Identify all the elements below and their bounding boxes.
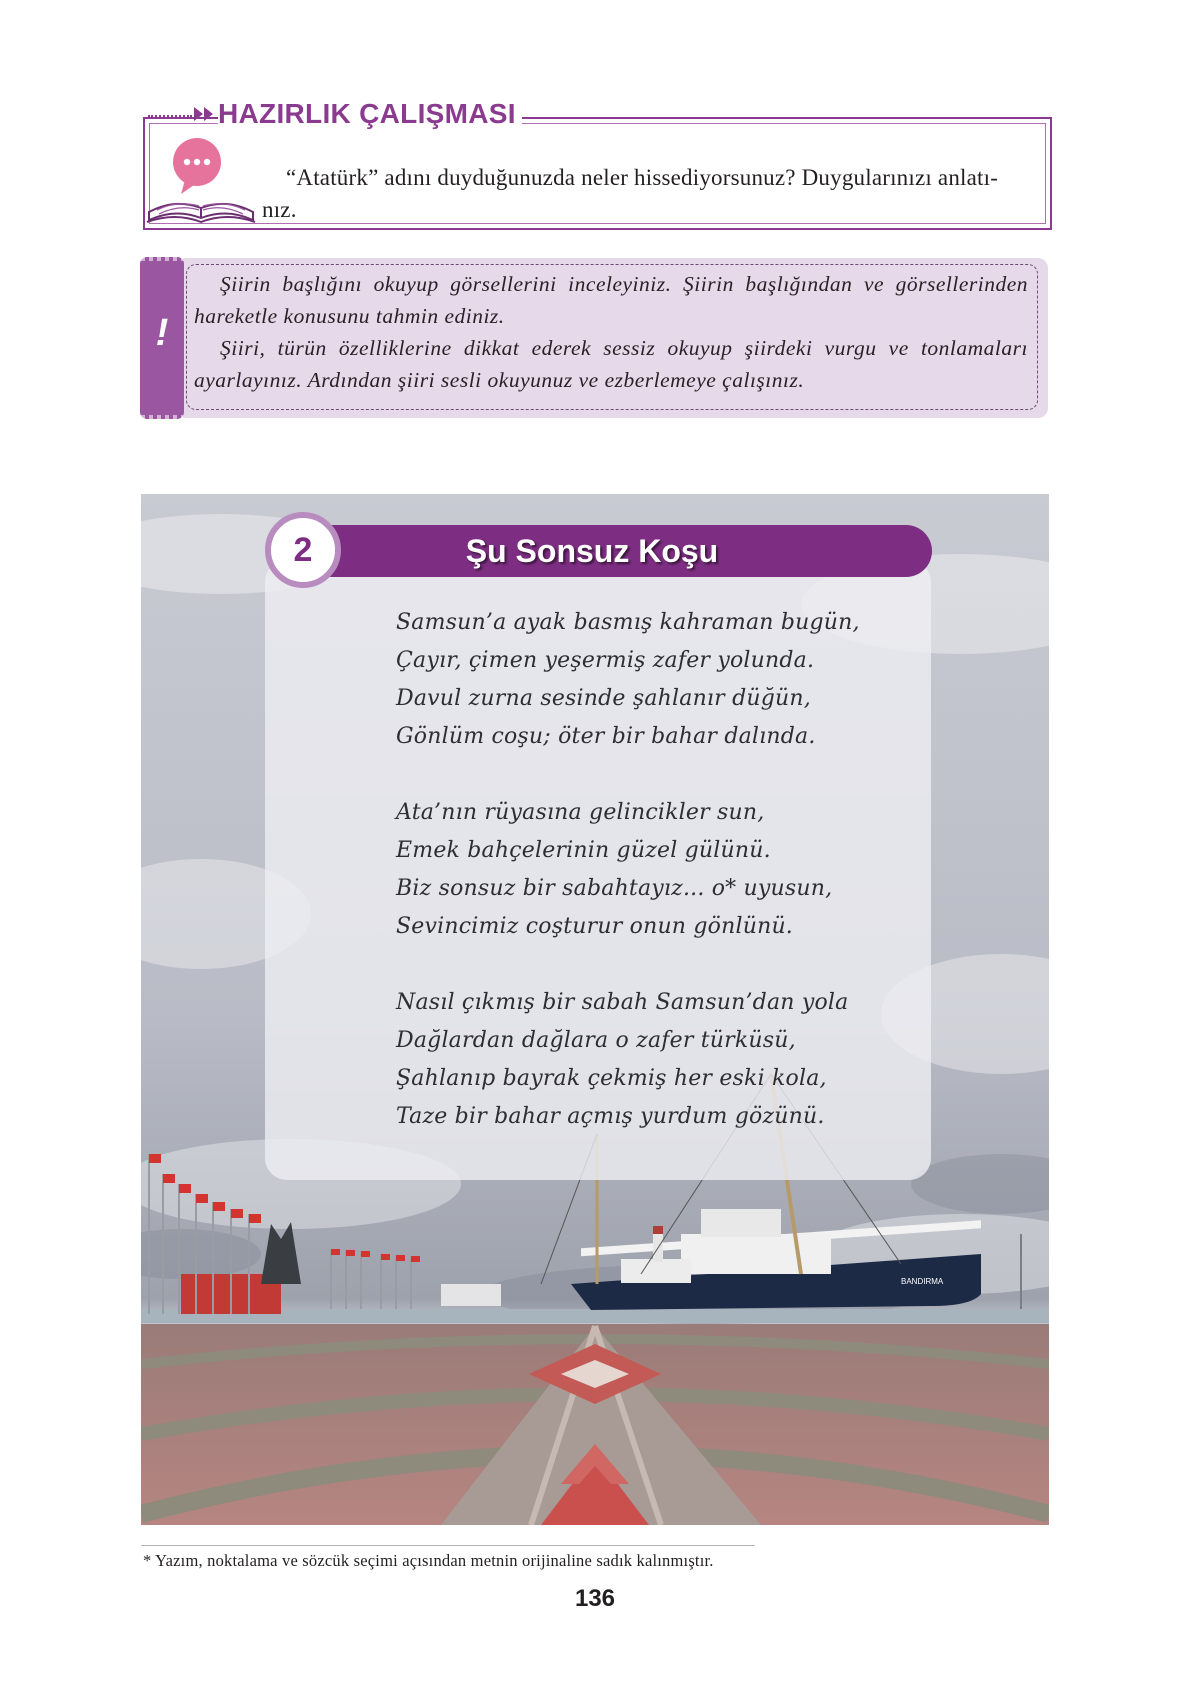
poem-verse: Taze bir bahar açmış yurdum gözünü. bbox=[396, 1104, 825, 1129]
instruction-paragraph-2: Şiiri, türün özelliklerine dikkat ederek sessiz okuyup şiirdeki vurgu ve tonlamaları ayarlayınız. Ardından şiiri sesli okuyunuz ve ezberlemeye çalışınız. bbox=[194, 336, 1028, 392]
poem-verse: Gönlüm coşu; öter bir bahar dalında. bbox=[396, 724, 816, 749]
poem-number-badge: 2 bbox=[265, 512, 341, 588]
poem-stanza-1 bbox=[396, 604, 916, 756]
preparation-title: HAZIRLIK ÇALIŞMASI bbox=[218, 98, 522, 130]
poem-verse: Biz sonsuz bir sabahtayız... o* uyusun, bbox=[396, 876, 833, 901]
ship-name-label: BANDIRMA bbox=[901, 1277, 944, 1286]
poem-verse: Dağlardan dağlara o zafer türküsü, bbox=[396, 1028, 796, 1053]
poem-stanza-2 bbox=[396, 794, 916, 946]
poem-text bbox=[396, 604, 916, 1174]
poem-stanza-3 bbox=[396, 984, 916, 1136]
poem-verse: Samsun’a ayak basmış kahraman bugün, bbox=[396, 610, 860, 635]
poem-verse: Sevincimiz coşturur onun gönlünü. bbox=[396, 914, 794, 939]
poem-verse: Nasıl çıkmış bir sabah Samsun’dan yola bbox=[396, 990, 849, 1015]
instruction-text bbox=[194, 268, 1028, 396]
exclamation-icon: ! bbox=[155, 312, 169, 354]
dotted-leader bbox=[148, 115, 192, 117]
speech-bubble-book-icon bbox=[145, 136, 257, 228]
preparation-question-line-2: nız. bbox=[262, 197, 297, 222]
preparation-question bbox=[262, 162, 1032, 226]
preparation-heading bbox=[148, 98, 522, 130]
poem-title: Şu Sonsuz Koşu bbox=[465, 533, 719, 569]
poem-verse: Şahlanıp bayrak çekmiş her eski kola, bbox=[396, 1066, 827, 1091]
poem-verse: Ata’nın rüyasına gelincikler sun, bbox=[396, 800, 765, 825]
preparation-question-line-1: “Atatürk” adını duyduğunuzda neler hissediyorsunuz? Duygularınızı anlatı- bbox=[286, 165, 999, 190]
footnote: * Yazım, noktalama ve sözcük seçimi açısından metnin orijinaline sadık kalınmıştır. bbox=[143, 1551, 714, 1570]
double-arrow-icon bbox=[194, 107, 214, 121]
poem-verse: Emek bahçelerinin güzel gülünü. bbox=[396, 838, 771, 863]
poem-verse: Davul zurna sesinde şahlanır düğün, bbox=[396, 686, 811, 711]
instruction-paragraph-1: Şiirin başlığını okuyup görsellerini inceleyiniz. Şiirin başlığından ve görsellerinden hareketle konusunu tahmin ediniz. bbox=[194, 272, 1028, 328]
footnote-divider bbox=[141, 1545, 755, 1546]
poem-verse: Çayır, çimen yeşermiş zafer yolunda. bbox=[396, 648, 815, 673]
page-number: 136 bbox=[574, 1585, 616, 1612]
